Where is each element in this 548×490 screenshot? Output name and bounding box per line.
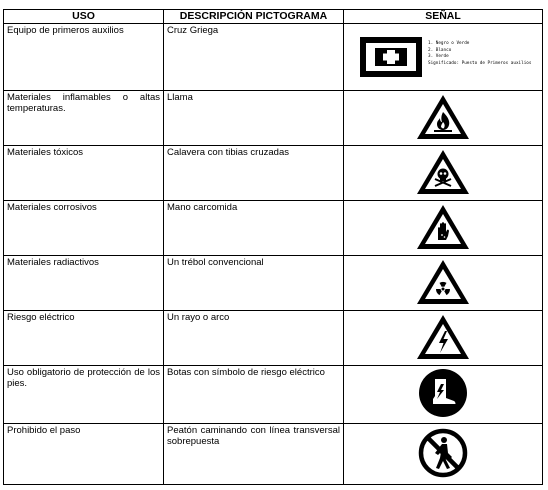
lightning-warning-icon (415, 313, 471, 361)
sign-cell (344, 366, 543, 424)
legend-item: 2. Blanco (428, 47, 452, 53)
first-aid-cross-icon (360, 37, 422, 77)
uso-cell: Riesgo eléctrico (4, 311, 164, 366)
sign-cell (344, 146, 543, 201)
uso-cell: Materiales corrosivos (4, 201, 164, 256)
descripcion-cell: Cruz Griega (164, 24, 344, 91)
descripcion-cell: Llama (164, 91, 344, 146)
descripcion-cell: Un trébol convencional (164, 256, 344, 311)
radioactive-warning-icon (415, 258, 471, 306)
descripcion-cell: Calavera con tibias cruzadas (164, 146, 344, 201)
descripcion-cell: Mano carcomida (164, 201, 344, 256)
table-row (4, 24, 543, 91)
first-aid-legend (428, 41, 538, 68)
header-senal: SEÑAL (344, 10, 543, 24)
safety-signs-table (3, 9, 543, 485)
table-row (4, 424, 543, 485)
flame-warning-icon (415, 93, 471, 141)
header-uso: USO (4, 10, 164, 24)
table-row (4, 146, 543, 201)
uso-cell: Equipo de primeros auxilios (4, 24, 164, 91)
legend-meaning: Significado: Puesto de Primeros auxilios (428, 61, 532, 67)
corrosive-hand-warning-icon (415, 203, 471, 251)
table-row (4, 201, 543, 256)
no-pedestrian-prohibition-icon (417, 427, 469, 479)
table-row (4, 311, 543, 366)
skull-warning-icon (415, 148, 471, 196)
protective-boot-mandatory-icon (418, 368, 468, 418)
uso-cell: Materiales radiactivos (4, 256, 164, 311)
uso-cell: Materiales tóxicos (4, 146, 164, 201)
sign-cell (344, 424, 543, 485)
legend-item: 1. Negro o Verde (428, 41, 470, 46)
table-row (4, 91, 543, 146)
descripcion-cell: Peatón caminando con línea transversal sobrepuesta (164, 424, 344, 485)
table-row (4, 366, 543, 424)
sign-cell (344, 256, 543, 311)
descripcion-cell: Botas con símbolo de riesgo eléctrico (164, 366, 344, 424)
sign-cell (344, 24, 543, 91)
sign-cell (344, 311, 543, 366)
descripcion-cell: Un rayo o arco (164, 311, 344, 366)
svg-text:2: 2 (418, 39, 421, 44)
uso-cell: Uso obligatorio de protección de los pies. (4, 366, 164, 424)
table-header-row (4, 10, 543, 24)
uso-cell: Materiales inflamables o altas temperaturas. (4, 91, 164, 146)
sign-cell (344, 91, 543, 146)
header-descripcion: DESCRIPCIÓN PICTOGRAMA (164, 10, 344, 24)
uso-cell: Prohibido el paso (4, 424, 164, 485)
legend-item: 3. Verde (428, 54, 449, 60)
table-row (4, 256, 543, 311)
sign-cell (344, 201, 543, 256)
